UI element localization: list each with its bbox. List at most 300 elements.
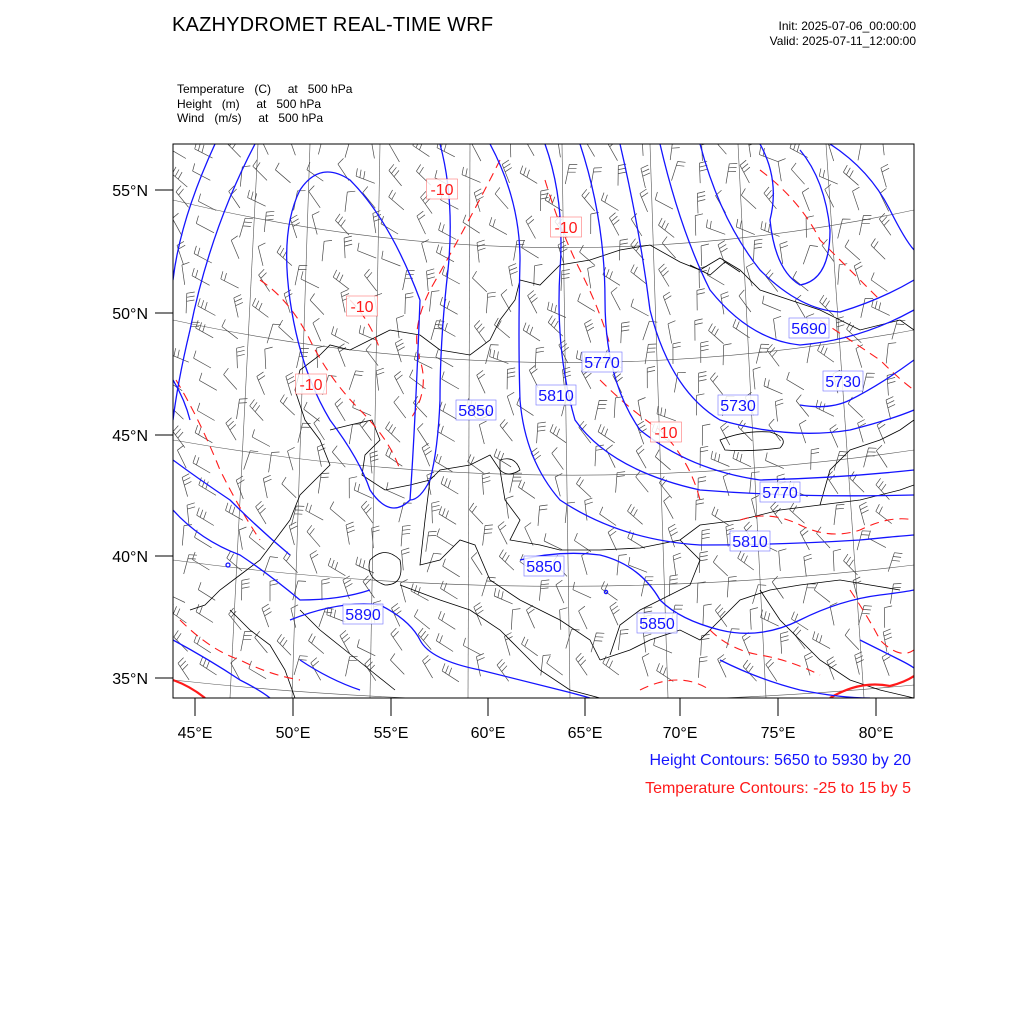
map-title: KAZHYDROMET REAL-TIME WRF <box>172 14 494 36</box>
wind-barb <box>531 448 541 471</box>
wind-barb <box>226 418 236 441</box>
wind-barb <box>565 164 577 184</box>
wind-barb <box>643 321 658 340</box>
wind-barb <box>820 295 834 316</box>
wind-barb <box>859 502 868 525</box>
height-contour-label-text: 5810 <box>538 388 574 405</box>
wind-barb <box>311 658 321 681</box>
wind-barb <box>422 443 432 466</box>
wind-barb <box>349 477 357 499</box>
wind-barb <box>642 653 649 676</box>
wind-barb <box>494 449 511 467</box>
wind-barb <box>306 503 324 520</box>
wind-barb <box>363 576 374 598</box>
wind-barb <box>838 264 847 285</box>
wind-barb <box>469 503 483 524</box>
wind-barb <box>695 214 703 236</box>
wind-barb <box>742 632 750 655</box>
wind-barb <box>723 344 731 366</box>
wind-barb <box>595 400 607 420</box>
wind-barb <box>579 606 588 629</box>
wind-barb <box>886 397 895 420</box>
wind-barb <box>256 501 266 524</box>
wind-barb <box>298 423 311 443</box>
wind-barb <box>494 318 509 338</box>
wind-barb <box>804 652 812 675</box>
wind-barb <box>310 294 324 315</box>
wind-barb <box>647 366 655 388</box>
wind-barb <box>718 655 727 678</box>
wind-barb <box>395 339 404 362</box>
wind-barb <box>436 245 454 262</box>
wind-barb <box>482 473 490 495</box>
wind-barb <box>507 368 515 390</box>
wind-barb <box>439 506 456 524</box>
wind-barb <box>641 165 650 188</box>
wind-barb <box>237 346 245 368</box>
wind-barb <box>609 213 619 236</box>
wind-barb <box>391 628 402 650</box>
wind-barb <box>591 633 604 652</box>
wind-barb <box>322 240 332 261</box>
wind-barb <box>304 402 320 421</box>
wind-barb <box>640 189 648 212</box>
wind-barb <box>244 451 259 470</box>
wind-barb <box>534 264 543 285</box>
wind-barb <box>290 215 299 238</box>
wind-barb <box>176 186 189 208</box>
wind-barb <box>738 420 752 441</box>
wind-barb <box>322 579 330 601</box>
wind-barb <box>864 448 877 467</box>
wind-barb <box>328 558 345 576</box>
wind-barb <box>769 419 781 441</box>
wind-barb <box>876 478 890 499</box>
wind-barb <box>550 424 566 443</box>
wind-barb <box>538 505 548 526</box>
height-contour-label <box>789 318 829 338</box>
wind-barb <box>881 164 889 187</box>
wind-barb <box>182 474 191 497</box>
wind-barb <box>500 419 512 441</box>
wind-barb <box>423 655 433 678</box>
wind-barb <box>629 557 648 572</box>
wind-barb <box>441 476 458 494</box>
wind-barb <box>240 218 254 237</box>
wind-barb <box>417 423 428 445</box>
wind-barb <box>637 421 647 444</box>
wind-barb <box>172 213 182 236</box>
wind-barb <box>442 663 459 681</box>
wind-barb <box>439 223 457 240</box>
wind-barb <box>574 533 591 552</box>
height-contours <box>173 144 914 698</box>
wind-barb <box>494 588 512 604</box>
height-contour-label <box>760 482 800 502</box>
wind-barb <box>252 298 268 317</box>
wind-barb <box>248 190 266 206</box>
wind-barb <box>537 422 546 443</box>
wind-barb <box>265 347 273 369</box>
lon-label: 60°E <box>470 725 506 742</box>
wind-barb <box>501 289 511 312</box>
height-contour-label <box>823 371 863 391</box>
wind-barb <box>804 554 812 576</box>
lat-label: 50°N <box>112 306 148 323</box>
wind-barb <box>739 290 751 312</box>
wind-barb <box>284 552 298 573</box>
wind-barb <box>227 136 241 157</box>
wind-barb <box>695 319 703 341</box>
wind-barb <box>756 344 769 363</box>
wind-barb <box>668 524 678 547</box>
wind-barb <box>364 269 376 291</box>
wind-barb <box>775 399 783 421</box>
wind-barb <box>727 576 736 597</box>
wind-barb <box>358 243 377 258</box>
wind-barb <box>787 372 804 390</box>
wind-barb <box>474 320 486 342</box>
wind-barb <box>673 553 681 576</box>
height-contour-label-text: 5850 <box>526 559 562 576</box>
wind-barb <box>279 320 294 340</box>
wind-barb <box>598 424 615 443</box>
wind-barb <box>474 603 484 626</box>
height-contour-label-text: 5890 <box>345 607 381 624</box>
lat-label: 40°N <box>112 549 148 566</box>
wind-barb <box>196 216 214 233</box>
wind-barb <box>389 190 404 210</box>
field-height: Height (m) at 500 hPa <box>177 96 322 111</box>
wind-barb <box>361 501 373 523</box>
wind-barb <box>400 579 407 602</box>
wind-barb <box>172 167 187 187</box>
wind-barb <box>523 323 540 341</box>
wind-barb <box>309 186 320 208</box>
wind-barb <box>226 503 243 521</box>
wind-barb <box>528 291 538 314</box>
wind-barb <box>887 373 895 395</box>
wind-barb <box>876 504 892 523</box>
wind-barb <box>198 298 216 315</box>
wind-barb <box>738 551 754 570</box>
wind-barb <box>471 552 482 574</box>
wind-barb <box>710 373 722 395</box>
wind-barb <box>472 138 481 161</box>
wind-barb <box>440 297 458 314</box>
wind-barb <box>659 264 669 287</box>
wind-barb <box>333 270 349 289</box>
wind-barb <box>701 244 709 266</box>
wind-barb <box>517 397 534 416</box>
wind-barb <box>195 425 212 443</box>
wind-barb <box>263 475 271 498</box>
wind-barb <box>510 135 518 157</box>
wind-barb <box>270 580 278 602</box>
wind-barb <box>241 631 253 651</box>
wind-barb <box>802 188 809 211</box>
lat-label: 35°N <box>112 671 148 688</box>
wind-barb <box>442 372 459 390</box>
wind-barb <box>803 245 818 264</box>
height-contour-label <box>730 531 770 551</box>
wind-barb <box>344 236 352 258</box>
lat-label: 45°N <box>112 428 148 445</box>
wind-barb <box>417 211 426 234</box>
height-contour-legend: Height Contours: 5650 to 5930 by 20 <box>649 752 911 769</box>
wind-barb <box>601 193 618 211</box>
wind-barb <box>585 134 595 157</box>
wind-barb <box>239 527 246 550</box>
wind-barb <box>332 326 350 343</box>
wind-barb <box>764 378 782 394</box>
wind-barb <box>257 372 265 395</box>
wind-barb <box>476 654 484 677</box>
wind-barb <box>544 533 562 549</box>
wind-barb <box>736 219 755 235</box>
wind-barb <box>371 136 379 159</box>
wind-barb <box>389 164 402 186</box>
wind-barb <box>497 659 509 681</box>
height-contour-label-text: 5850 <box>458 403 494 420</box>
wind-barb <box>706 220 725 235</box>
wind-barb <box>482 577 496 596</box>
wind-barb <box>318 473 329 493</box>
wind-barb <box>697 289 705 311</box>
wind-barb <box>540 190 548 212</box>
wind-barb <box>443 559 460 577</box>
wind-barb <box>346 522 355 545</box>
wind-barb <box>535 347 544 368</box>
wind-barb <box>522 637 538 656</box>
wind-barb <box>346 657 358 677</box>
wind-barb <box>621 322 630 343</box>
wind-barb <box>386 448 403 467</box>
wind-barb <box>566 629 580 648</box>
wind-barb <box>349 424 360 444</box>
wind-barb <box>892 320 905 339</box>
wind-barb <box>853 187 860 210</box>
wind-barb <box>310 551 318 574</box>
wind-barb <box>818 343 834 362</box>
wind-barb <box>430 291 440 312</box>
wind-barb <box>699 372 707 394</box>
wind-barb <box>357 639 375 656</box>
wind-barb <box>588 266 596 289</box>
wind-barb <box>573 582 591 598</box>
wind-barb <box>437 529 454 547</box>
height-contour-label <box>536 385 576 405</box>
wind-barb <box>771 502 783 524</box>
wind-barb <box>509 264 518 287</box>
wind-barb <box>262 604 272 627</box>
wind-barb <box>591 168 602 188</box>
temperature-contour-label <box>651 422 682 442</box>
wind-barb <box>345 138 359 157</box>
wind-barb <box>462 167 481 183</box>
wind-barb <box>871 239 885 260</box>
wind-barb <box>264 211 274 232</box>
wind-barb <box>713 133 726 155</box>
wind-barb <box>477 240 486 262</box>
wind-barb <box>699 657 708 678</box>
wind-barb <box>376 368 384 390</box>
wind-barb <box>697 192 705 214</box>
wind-barb <box>711 451 729 467</box>
wind-barb <box>876 445 887 467</box>
wind-barb <box>766 659 777 681</box>
wind-barb <box>353 400 371 416</box>
wind-barb <box>750 608 758 630</box>
wind-barb <box>199 373 216 391</box>
wind-barb <box>636 446 646 469</box>
wind-barb <box>696 499 704 521</box>
wind-barb <box>307 525 320 547</box>
wind-barb <box>631 299 649 316</box>
temperature-contour-label <box>296 374 327 394</box>
height-contour-label-text: 5810 <box>732 534 768 551</box>
wind-barb <box>489 217 507 234</box>
wind-barb <box>318 135 331 154</box>
wind-barb <box>811 448 819 469</box>
wind-barb <box>327 607 346 622</box>
lon-label: 80°E <box>858 725 894 742</box>
wind-barb <box>399 503 412 522</box>
wind-barb <box>169 141 186 159</box>
wind-barb <box>520 166 537 184</box>
wind-barb <box>793 627 805 649</box>
wind-barb <box>767 344 779 366</box>
wind-barb <box>603 656 619 675</box>
wind-barb <box>673 342 681 364</box>
country-borders <box>190 245 914 698</box>
wind-barb <box>642 134 650 156</box>
wind-barb <box>603 267 620 285</box>
wind-barb <box>539 580 549 601</box>
wind-barb <box>608 138 618 161</box>
wind-barb <box>699 552 708 573</box>
wind-barb <box>197 403 214 421</box>
wind-barb <box>169 399 184 420</box>
wind-barb <box>576 477 591 498</box>
wind-barb <box>182 262 190 285</box>
wind-barb <box>670 140 681 160</box>
wind-barb <box>859 216 871 236</box>
wind-barb <box>405 293 414 314</box>
wind-barb <box>663 292 671 315</box>
wind-barb <box>359 325 377 341</box>
temperature-contour-label-text: -10 <box>299 377 323 394</box>
field-temperature: Temperature (C) at 500 hPa <box>177 82 353 96</box>
wind-barb <box>436 633 453 651</box>
wind-barb <box>468 454 484 473</box>
wind-barb <box>193 455 210 473</box>
wind-barb <box>381 216 398 234</box>
wind-barb <box>779 549 787 571</box>
wind-barb <box>231 236 239 259</box>
wind-barb <box>662 237 675 258</box>
wind-barb <box>668 321 675 344</box>
wind-barb <box>560 608 568 630</box>
lon-label: 45°E <box>177 725 213 742</box>
wind-barb <box>580 245 595 265</box>
wind-barb <box>780 632 788 654</box>
wind-barb <box>463 638 481 655</box>
lat-label: 55°N <box>112 183 148 200</box>
wind-barb <box>277 634 291 655</box>
height-contour-label-text: 5690 <box>791 321 827 338</box>
wind-barb <box>529 365 538 388</box>
wind-barb <box>556 580 564 603</box>
wind-barb <box>657 406 676 421</box>
wind-barb <box>356 168 375 183</box>
wind-barb <box>780 242 788 265</box>
wind-barb <box>858 420 866 443</box>
wind-barbs <box>165 132 905 682</box>
temperature-contour-label-text: -10 <box>554 220 578 237</box>
wind-barb <box>502 160 512 183</box>
wind-barb <box>187 503 195 525</box>
wind-barb <box>389 139 399 162</box>
wind-barb <box>438 611 455 629</box>
lon-label: 70°E <box>662 725 698 742</box>
axis-ticks <box>155 190 876 716</box>
wind-barb <box>582 552 589 575</box>
wind-barb <box>294 656 308 675</box>
wind-barb <box>507 392 514 415</box>
field-wind: Wind (m/s) at 500 hPa <box>177 111 324 125</box>
wind-barb <box>752 496 759 519</box>
height-contour-label-text: 5770 <box>762 485 798 502</box>
wind-barb <box>741 188 756 208</box>
wind-barb <box>506 496 514 519</box>
wind-barb <box>833 549 841 571</box>
wind-barb <box>814 583 830 602</box>
wind-barb <box>655 450 670 470</box>
wind-barb <box>495 187 508 208</box>
wind-barb <box>275 163 290 183</box>
wind-barb <box>713 555 727 576</box>
wind-barb <box>858 141 870 161</box>
wind-barb <box>576 653 587 675</box>
wind-barb <box>664 496 674 519</box>
axis-labels <box>112 183 893 742</box>
height-contour-label-text: 5850 <box>639 616 675 633</box>
wind-barb <box>754 239 763 260</box>
wind-barb <box>657 663 674 681</box>
wind-barb <box>772 576 783 598</box>
wind-barb <box>253 160 267 181</box>
plot-frame <box>173 144 914 698</box>
wind-barb <box>845 240 860 260</box>
wind-barb <box>240 166 250 187</box>
lon-label: 65°E <box>567 725 603 742</box>
wind-barb <box>803 584 816 604</box>
wind-barb <box>173 426 185 448</box>
height-contour-label <box>582 352 622 372</box>
wind-barb <box>312 212 319 235</box>
temperature-contour-label-text: -10 <box>350 299 374 316</box>
wind-barb <box>638 398 646 421</box>
wind-barb <box>883 629 892 652</box>
wind-barb <box>763 296 782 311</box>
wind-barb <box>260 132 269 155</box>
wind-barb <box>483 525 493 546</box>
wind-barb <box>558 241 567 264</box>
valid-time: Valid: 2025-07-11_12:00:00 <box>769 34 916 48</box>
wind-barb <box>386 482 404 498</box>
wind-barb <box>525 523 533 546</box>
